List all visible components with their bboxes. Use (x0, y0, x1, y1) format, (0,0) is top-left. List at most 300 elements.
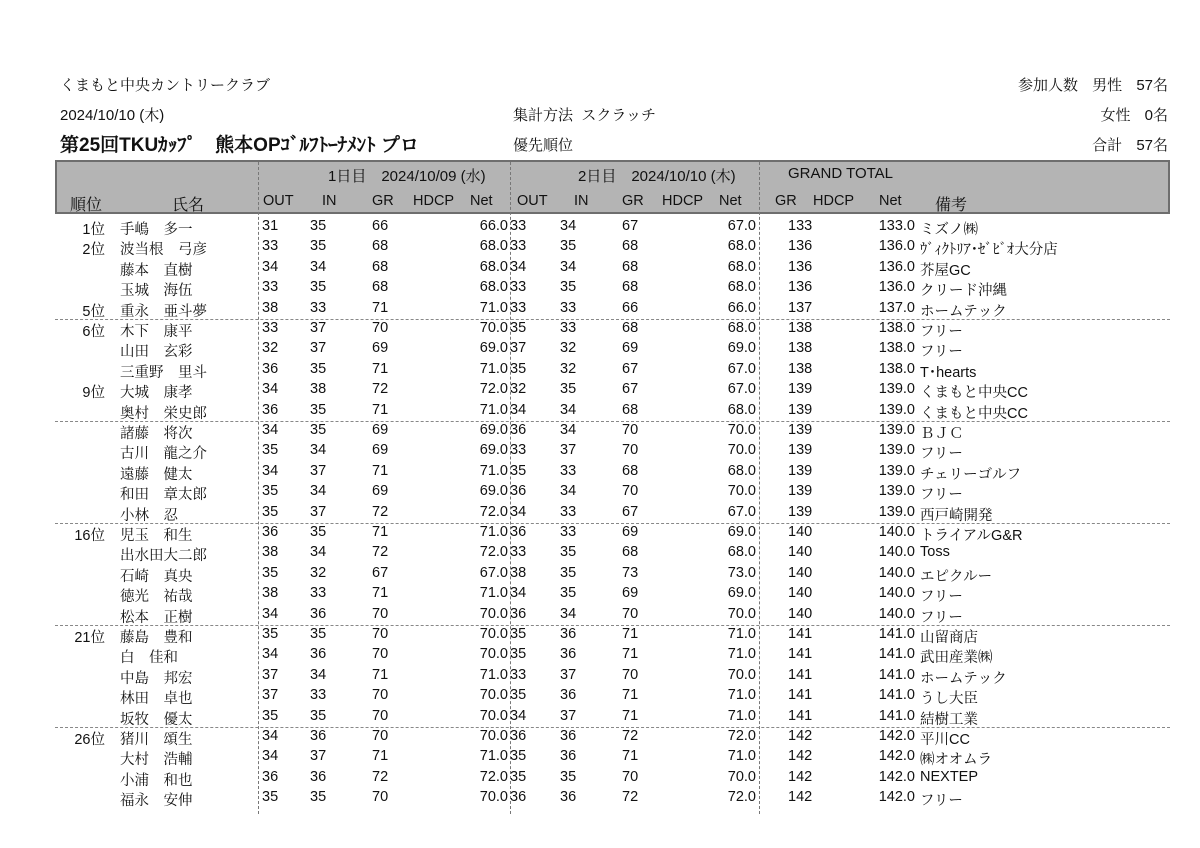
player-name: 藤本 直樹 (120, 262, 193, 279)
d1-gr: 69 (372, 483, 389, 500)
table-row (0, 402, 1200, 422)
total-net: 139.0 (878, 442, 915, 459)
d1-gr: 69 (372, 442, 389, 459)
player-name: 遠藤 健太 (120, 466, 193, 483)
d2-out: 33 (510, 299, 527, 316)
d1-gr: 70 (372, 626, 389, 642)
total-gr: 136 (788, 258, 813, 275)
d2-out: 34 (510, 401, 527, 418)
d2-net: 70.0 (727, 605, 756, 622)
d1-gr: 72 (372, 544, 389, 561)
note: 山留商店 (920, 630, 978, 646)
d1-gr: 72 (372, 503, 389, 520)
d2-net: 66.0 (727, 299, 756, 316)
d1-in: 34 (310, 258, 327, 275)
total-net: 136.0 (878, 279, 915, 296)
d1-gr: 72 (372, 768, 389, 785)
d1-in: 33 (310, 299, 327, 316)
note: チェリーゴルフ (920, 466, 1022, 483)
total-gr: 139 (788, 503, 813, 520)
table-row (0, 606, 1200, 626)
d1-out: 34 (262, 422, 279, 438)
note: フリー (920, 324, 963, 340)
d2-in: 33 (560, 320, 577, 336)
d2-gr: 70 (622, 483, 639, 500)
d2-net: 68.0 (727, 258, 756, 275)
total-net: 141.0 (878, 707, 915, 724)
d1-gr: 71 (372, 748, 389, 765)
total-gr: 139 (788, 483, 813, 500)
day2-header: 2日目 2024/10/10 (木) (578, 168, 736, 185)
col-d1-in: IN (322, 193, 337, 209)
d1-in: 35 (310, 360, 327, 377)
total-net: 142.0 (878, 728, 915, 744)
total-net: 140.0 (878, 544, 915, 561)
note: NEXTEP (920, 768, 979, 785)
d1-in: 36 (310, 768, 327, 785)
player-name: 小林 忍 (120, 507, 178, 524)
total-gr: 141 (788, 646, 813, 663)
d2-out: 33 (510, 666, 527, 683)
d2-in: 32 (560, 340, 577, 357)
d2-in: 36 (560, 728, 577, 744)
d2-out: 33 (510, 238, 527, 255)
d1-in: 32 (310, 564, 327, 581)
player-name: 大城 康孝 (120, 385, 193, 402)
total-gr: 139 (788, 442, 813, 459)
d2-net: 70.0 (727, 483, 756, 500)
note: Toss (920, 544, 950, 561)
d2-out: 36 (510, 524, 527, 540)
d1-net: 71.0 (479, 462, 508, 479)
player-name: 松本 正樹 (120, 609, 193, 626)
table-row (0, 748, 1200, 768)
note: クリード沖縄 (920, 283, 1007, 300)
d2-net: 71.0 (727, 707, 756, 724)
d2-in: 33 (560, 503, 577, 520)
note: ｳﾞｨｸﾄﾘｱ･ｾﾞﾋﾞｵ大分店 (920, 242, 1058, 259)
table-row (0, 320, 1200, 340)
d2-gr: 71 (622, 626, 639, 642)
d2-out: 35 (510, 687, 527, 704)
d1-in: 36 (310, 728, 327, 744)
col-rank: 順位 (70, 197, 103, 214)
d2-net: 70.0 (727, 768, 756, 785)
note: フリー (920, 344, 963, 361)
d1-in: 37 (310, 340, 327, 357)
table-row (0, 218, 1200, 238)
table-row (0, 463, 1200, 483)
d1-in: 35 (310, 279, 327, 296)
d2-in: 35 (560, 585, 577, 602)
rank-cell: 2位 (82, 242, 105, 259)
d1-out: 34 (262, 258, 279, 275)
col-d1-gr: GR (372, 193, 394, 209)
player-name: 重永 亜斗夢 (120, 303, 207, 320)
d1-gr: 71 (372, 401, 389, 418)
d1-out: 34 (262, 748, 279, 765)
total-net: 141.0 (878, 666, 915, 683)
d2-gr: 67 (622, 503, 639, 520)
d2-gr: 70 (622, 442, 639, 459)
total-gr: 141 (788, 707, 813, 724)
d2-net: 68.0 (727, 401, 756, 418)
table-row (0, 381, 1200, 401)
d1-out: 32 (262, 340, 279, 357)
total-net: 139.0 (878, 483, 915, 500)
total-gr: 138 (788, 360, 813, 377)
d1-net: 70.0 (479, 707, 508, 724)
total-gr: 136 (788, 279, 813, 296)
note: フリー (920, 793, 963, 810)
d2-gr: 71 (622, 707, 639, 724)
player-name: 白 佳和 (120, 650, 178, 667)
total-gr: 133 (788, 218, 813, 234)
d1-out: 34 (262, 728, 279, 744)
d2-out: 34 (510, 503, 527, 520)
col-d2-hdcp: HDCP (662, 193, 704, 209)
d1-out: 37 (262, 666, 279, 683)
total-net: 138.0 (878, 340, 915, 357)
d2-net: 69.0 (727, 340, 756, 357)
d1-net: 70.0 (479, 687, 508, 704)
d2-in: 35 (560, 381, 577, 398)
table-row (0, 340, 1200, 360)
total-net: 140.0 (878, 605, 915, 622)
total-net: 140.0 (878, 564, 915, 581)
d1-out: 35 (262, 626, 279, 642)
female-count: 0名 (1144, 107, 1168, 124)
player-name: 出水田大二郎 (120, 548, 207, 565)
d1-gr: 72 (372, 381, 389, 398)
d1-out: 36 (262, 768, 279, 785)
d2-out: 36 (510, 422, 527, 438)
d2-net: 68.0 (727, 462, 756, 479)
d2-in: 35 (560, 279, 577, 296)
note: トライアルG&R (920, 528, 1023, 544)
d2-net: 73.0 (727, 564, 756, 581)
player-name: 福永 安伸 (120, 793, 193, 810)
table-row (0, 667, 1200, 687)
d2-net: 68.0 (727, 320, 756, 336)
d2-gr: 66 (622, 299, 639, 316)
table-row (0, 708, 1200, 728)
rank-cell: 9位 (82, 385, 105, 402)
table-row (0, 769, 1200, 789)
note: フリー (920, 446, 963, 463)
d1-out: 37 (262, 687, 279, 704)
col-note: 備考 (935, 197, 968, 214)
d1-out: 35 (262, 442, 279, 459)
d2-out: 35 (510, 748, 527, 765)
d2-in: 35 (560, 768, 577, 785)
total-net: 136.0 (878, 238, 915, 255)
d1-in: 33 (310, 687, 327, 704)
d1-in: 35 (310, 422, 327, 438)
d1-net: 71.0 (479, 666, 508, 683)
total-gr: 140 (788, 564, 813, 581)
rank-cell: 16位 (74, 528, 105, 544)
d2-gr: 68 (622, 320, 639, 336)
table-row (0, 646, 1200, 666)
d2-in: 35 (560, 564, 577, 581)
club-name: くまもと中央カントリークラブ (60, 77, 271, 94)
d1-net: 70.0 (479, 728, 508, 744)
d1-gr: 71 (372, 524, 389, 540)
note: くまもと中央CC (920, 385, 1028, 402)
total-net: 140.0 (878, 585, 915, 602)
total-net: 142.0 (878, 748, 915, 765)
player-name: 波当根 弓彦 (120, 242, 207, 259)
total-gr: 139 (788, 422, 813, 438)
d2-gr: 73 (622, 564, 639, 581)
priority-label: 優先順位 (513, 137, 574, 154)
total-net: 138.0 (878, 320, 915, 336)
d2-out: 35 (510, 360, 527, 377)
d1-net: 72.0 (479, 768, 508, 785)
d1-gr: 71 (372, 462, 389, 479)
player-name: 猪川 頌生 (120, 732, 193, 748)
d1-gr: 70 (372, 605, 389, 622)
table-row (0, 585, 1200, 605)
d2-gr: 68 (622, 258, 639, 275)
d2-in: 34 (560, 605, 577, 622)
d2-out: 32 (510, 381, 527, 398)
total-net: 139.0 (878, 401, 915, 418)
d2-gr: 72 (622, 789, 639, 806)
d1-net: 71.0 (479, 401, 508, 418)
total-net: 133.0 (878, 218, 915, 234)
d2-net: 71.0 (727, 687, 756, 704)
d1-out: 38 (262, 544, 279, 561)
note: 平川CC (920, 732, 970, 748)
d1-net: 69.0 (479, 422, 508, 438)
d2-out: 34 (510, 707, 527, 724)
table-row (0, 238, 1200, 258)
d1-in: 35 (310, 524, 327, 540)
total-gr: 141 (788, 687, 813, 704)
d1-out: 36 (262, 401, 279, 418)
d2-out: 35 (510, 768, 527, 785)
total-gr: 138 (788, 320, 813, 336)
d1-out: 38 (262, 299, 279, 316)
total-gr: 138 (788, 340, 813, 357)
total-gr: 140 (788, 605, 813, 622)
d1-net: 71.0 (479, 585, 508, 602)
d2-out: 36 (510, 483, 527, 500)
d2-gr: 71 (622, 687, 639, 704)
aggregation-method (513, 104, 656, 125)
d1-in: 38 (310, 381, 327, 398)
d1-gr: 68 (372, 238, 389, 255)
d2-out: 33 (510, 442, 527, 459)
player-name: 藤島 豊和 (120, 630, 193, 646)
player-name: 小浦 和也 (120, 772, 193, 789)
d2-net: 70.0 (727, 422, 756, 438)
table-row (0, 442, 1200, 462)
d2-out: 38 (510, 564, 527, 581)
d2-in: 36 (560, 626, 577, 642)
total-net: 137.0 (878, 299, 915, 316)
total-net: 142.0 (878, 789, 915, 806)
d1-gr: 70 (372, 728, 389, 744)
d1-net: 69.0 (479, 483, 508, 500)
d1-in: 37 (310, 748, 327, 765)
method-label: 集計方法 (513, 107, 574, 124)
d1-net: 71.0 (479, 748, 508, 765)
d2-out: 37 (510, 340, 527, 357)
d1-gr: 70 (372, 707, 389, 724)
d1-gr: 70 (372, 687, 389, 704)
d1-in: 35 (310, 707, 327, 724)
col-d2-gr: GR (622, 193, 644, 209)
total-gr: 140 (788, 585, 813, 602)
d1-in: 34 (310, 442, 327, 459)
player-name: 大村 浩輔 (120, 752, 193, 769)
player-name: 奥村 栄史郎 (120, 405, 207, 422)
table-row (0, 687, 1200, 707)
note: ミズノ㈱ (920, 222, 978, 238)
tournament-title: 第25回TKUｶｯﾌﾟ 熊本OPｺﾞﾙﾌﾄｰﾅﾒﾝﾄ プロ (60, 135, 419, 156)
d2-out: 36 (510, 605, 527, 622)
d1-net: 72.0 (479, 381, 508, 398)
d2-net: 72.0 (727, 789, 756, 806)
d2-net: 67.0 (727, 503, 756, 520)
d1-in: 34 (310, 483, 327, 500)
total-gr: 142 (788, 748, 813, 765)
total-net: 141.0 (878, 687, 915, 704)
total-gr: 142 (788, 728, 813, 744)
d1-out: 35 (262, 483, 279, 500)
d1-in: 34 (310, 666, 327, 683)
d2-net: 67.0 (727, 381, 756, 398)
d1-out: 36 (262, 524, 279, 540)
player-name: 和田 章太郎 (120, 487, 207, 504)
d2-gr: 67 (622, 360, 639, 377)
player-name: 古川 龍之介 (120, 446, 207, 463)
total-gr: 136 (788, 238, 813, 255)
d2-gr: 68 (622, 238, 639, 255)
d1-in: 37 (310, 462, 327, 479)
col-total-net: Net (879, 193, 902, 209)
d2-in: 34 (560, 258, 577, 275)
participants-total (1092, 134, 1168, 155)
table-row (0, 279, 1200, 299)
player-name: 山田 玄彩 (120, 344, 193, 361)
day1-header: 1日目 2024/10/09 (水) (328, 168, 486, 185)
player-name: 徳光 祐哉 (120, 589, 193, 606)
d2-net: 68.0 (727, 238, 756, 255)
d1-out: 35 (262, 564, 279, 581)
d2-gr: 72 (622, 728, 639, 744)
d1-gr: 71 (372, 299, 389, 316)
note: ホームテック (920, 303, 1007, 320)
d2-in: 34 (560, 401, 577, 418)
note: フリー (920, 487, 963, 504)
d2-in: 33 (560, 299, 577, 316)
d1-net: 71.0 (479, 524, 508, 540)
d2-out: 35 (510, 320, 527, 336)
player-name: 児玉 和生 (120, 528, 193, 544)
d2-in: 36 (560, 789, 577, 806)
note: うし大臣 (920, 691, 978, 708)
d2-net: 71.0 (727, 646, 756, 663)
d1-net: 69.0 (479, 340, 508, 357)
total-gr: 137 (788, 299, 813, 316)
d1-out: 34 (262, 462, 279, 479)
d2-net: 69.0 (727, 585, 756, 602)
d2-in: 34 (560, 218, 577, 234)
rank-cell: 1位 (82, 222, 105, 238)
table-row (0, 422, 1200, 442)
female-label: 女性 (1100, 107, 1131, 124)
d2-gr: 69 (622, 340, 639, 357)
d1-net: 71.0 (479, 299, 508, 316)
table-row (0, 524, 1200, 544)
d1-gr: 69 (372, 340, 389, 357)
note: 結樹工業 (920, 711, 978, 728)
total-gr: 140 (788, 544, 813, 561)
total-net: 139.0 (878, 462, 915, 479)
d2-gr: 70 (622, 422, 639, 438)
d2-net: 68.0 (727, 279, 756, 296)
note: T･hearts (920, 364, 977, 381)
d2-in: 37 (560, 707, 577, 724)
table-row (0, 728, 1200, 748)
d1-out: 33 (262, 320, 279, 336)
total-net: 140.0 (878, 524, 915, 540)
total-gr: 140 (788, 524, 813, 540)
player-name: 玉城 海伍 (120, 283, 193, 300)
total-net: 142.0 (878, 768, 915, 785)
total-gr: 141 (788, 626, 813, 642)
d1-in: 35 (310, 218, 327, 234)
d2-in: 35 (560, 544, 577, 561)
d2-out: 36 (510, 728, 527, 744)
d2-in: 34 (560, 422, 577, 438)
table-row (0, 259, 1200, 279)
col-total-gr: GR (775, 193, 797, 209)
d2-gr: 71 (622, 748, 639, 765)
d2-net: 70.0 (727, 666, 756, 683)
d2-in: 32 (560, 360, 577, 377)
note: ㈱オオムラ (920, 752, 993, 769)
d2-out: 34 (510, 258, 527, 275)
d1-out: 33 (262, 238, 279, 255)
d2-out: 33 (510, 218, 527, 234)
note: 武田産業㈱ (920, 650, 993, 667)
d1-out: 34 (262, 646, 279, 663)
d1-gr: 69 (372, 422, 389, 438)
col-d1-hdcp: HDCP (413, 193, 455, 209)
d2-net: 70.0 (727, 442, 756, 459)
rank-cell: 6位 (82, 324, 105, 340)
d1-in: 35 (310, 626, 327, 642)
table-row (0, 483, 1200, 503)
d2-gr: 67 (622, 218, 639, 234)
male-count: 57名 (1136, 77, 1168, 94)
d1-net: 70.0 (479, 646, 508, 663)
d1-gr: 68 (372, 258, 389, 275)
d2-out: 34 (510, 585, 527, 602)
player-name: 手嶋 多一 (120, 222, 193, 238)
total-net: 138.0 (878, 360, 915, 377)
d2-net: 71.0 (727, 626, 756, 642)
player-name: 木下 康平 (120, 324, 193, 340)
d1-net: 66.0 (479, 218, 508, 234)
d1-net: 67.0 (479, 564, 508, 581)
table-row (0, 789, 1200, 809)
